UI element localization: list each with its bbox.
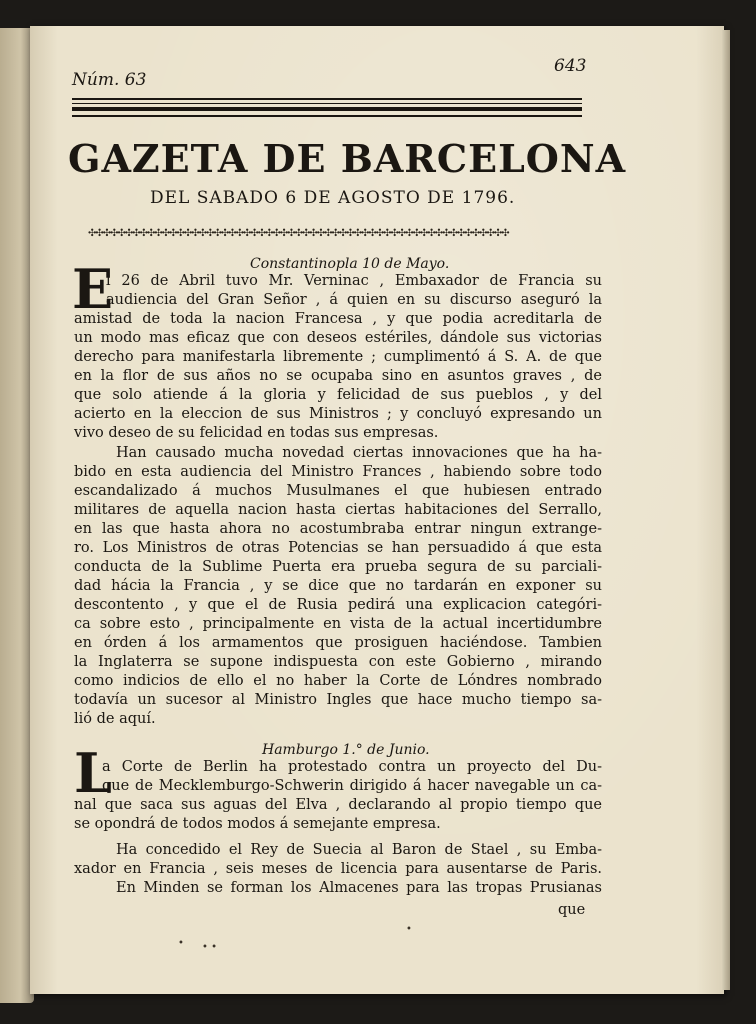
ink-speck: • • (202, 942, 217, 953)
text-line: xador en Francia , seis meses de licencia para ausentarse de Paris. (74, 861, 602, 877)
text-line: En Minden se forman los Almacenes para las tropas Prusianas (116, 880, 602, 896)
newspaper-page (30, 26, 724, 994)
text-line: conducta de la Sublime Puerta era prueba segura de su parciali- (74, 559, 602, 575)
text-line: lió de aquí. (74, 711, 156, 727)
text-line: en la flor de sus años no se ocupaba sino en asuntos graves , de (74, 368, 602, 384)
catchword: que (558, 902, 586, 918)
ink-speck: • (406, 924, 412, 935)
text-line: dad hácia la Francia , y se dice que no tardarán en exponer su (74, 578, 602, 594)
text-line: amistad de toda la nacion Francesa , y que podia acreditarla de (74, 311, 602, 327)
article-dateline: Hamburgo 1.° de Junio. (262, 742, 430, 758)
text-line: derecho para manifestarla libremente ; cumplimentó á S. A. de que (74, 349, 602, 365)
text-line: nal que saca sus aguas del Elva , declarando al propio tiempo que (74, 797, 602, 813)
text-line: l 26 de Abril tuvo Mr. Verninac , Embaxador de Francia su (106, 273, 602, 289)
text-line: un modo mas eficaz que con deseos estériles, dándole sus victorias (74, 330, 602, 346)
drop-cap: E (72, 257, 114, 321)
issue-number: Núm. 63 (72, 70, 147, 90)
text-line: como indicios de ello el no haber la Corte de Lóndres nombrado (74, 673, 602, 689)
text-line: acierto en la eleccion de sus Ministros ; y concluyó expresando un (74, 406, 602, 422)
header-rules (72, 98, 582, 120)
article-dateline: Constantinopla 10 de Mayo. (250, 256, 450, 272)
text-line: bido en esta audiencia del Ministro Frances , habiendo sobre todo (74, 464, 602, 480)
page-stack-edge (722, 30, 730, 990)
text-line: Han causado mucha novedad ciertas innovaciones que ha ha- (116, 445, 602, 461)
text-line: Ha concedido el Rey de Suecia al Baron de Stael , su Emba- (116, 842, 602, 858)
text-line: en las que hasta ahora no acostumbraba entrar ningun extrange- (74, 521, 602, 537)
text-line: se opondrá de todos modos á semejante empresa. (74, 816, 441, 832)
drop-cap: L (74, 741, 112, 805)
text-line: que de Mecklemburgo-Schwerin dirigido á hacer navegable un ca- (102, 778, 602, 794)
ink-speck: • (178, 938, 184, 949)
issue-date: DEL SABADO 6 DE AGOSTO DE 1796. (150, 188, 516, 208)
page-number: 643 (554, 56, 587, 76)
text-line: escandalizado á muchos Musulmanes el que hubiesen entrado (74, 483, 602, 499)
ornamental-divider: ✣✣✣✣✣✣✣✣✣✣✣✣✣✣✣✣✣✣✣✣✣✣✣✣✣✣✣✣✣✣✣✣✣✣✣✣✣✣✣✣✣✣✣✣✣✣✣✣✣✣✣✣✣✣✣✣✣ (88, 228, 509, 239)
text-line: ro. Los Ministros de otras Potencias se han persuadido á que esta (74, 540, 602, 556)
text-line: que solo atiende á la gloria y felicidad de sus pueblos , y del (74, 387, 602, 403)
text-line: la Inglaterra se supone indispuesta con este Gobierno , mirando (74, 654, 602, 670)
newspaper-title: GAZETA DE BARCELONA (68, 136, 627, 181)
text-line: ca sobre esto , principalmente en vista de la actual incertidumbre (74, 616, 602, 632)
text-line: audiencia del Gran Señor , á quien en su discurso aseguró la (106, 292, 602, 308)
previous-page-edge (0, 28, 34, 1003)
text-line: todavía un sucesor al Ministro Ingles que hace mucho tiempo sa- (74, 692, 602, 708)
text-line: descontento , y que el de Rusia pedirá una explicacion categóri- (74, 597, 602, 613)
text-line: militares de aquella nacion hasta ciertas habitaciones del Serrallo, (74, 502, 602, 518)
text-line: a Corte de Berlin ha protestado contra un proyecto del Du- (102, 759, 602, 775)
text-line: vivo deseo de su felicidad en todas sus empresas. (74, 425, 439, 441)
text-line: en órden á los armamentos que prosiguen haciéndose. Tambien (74, 635, 602, 651)
